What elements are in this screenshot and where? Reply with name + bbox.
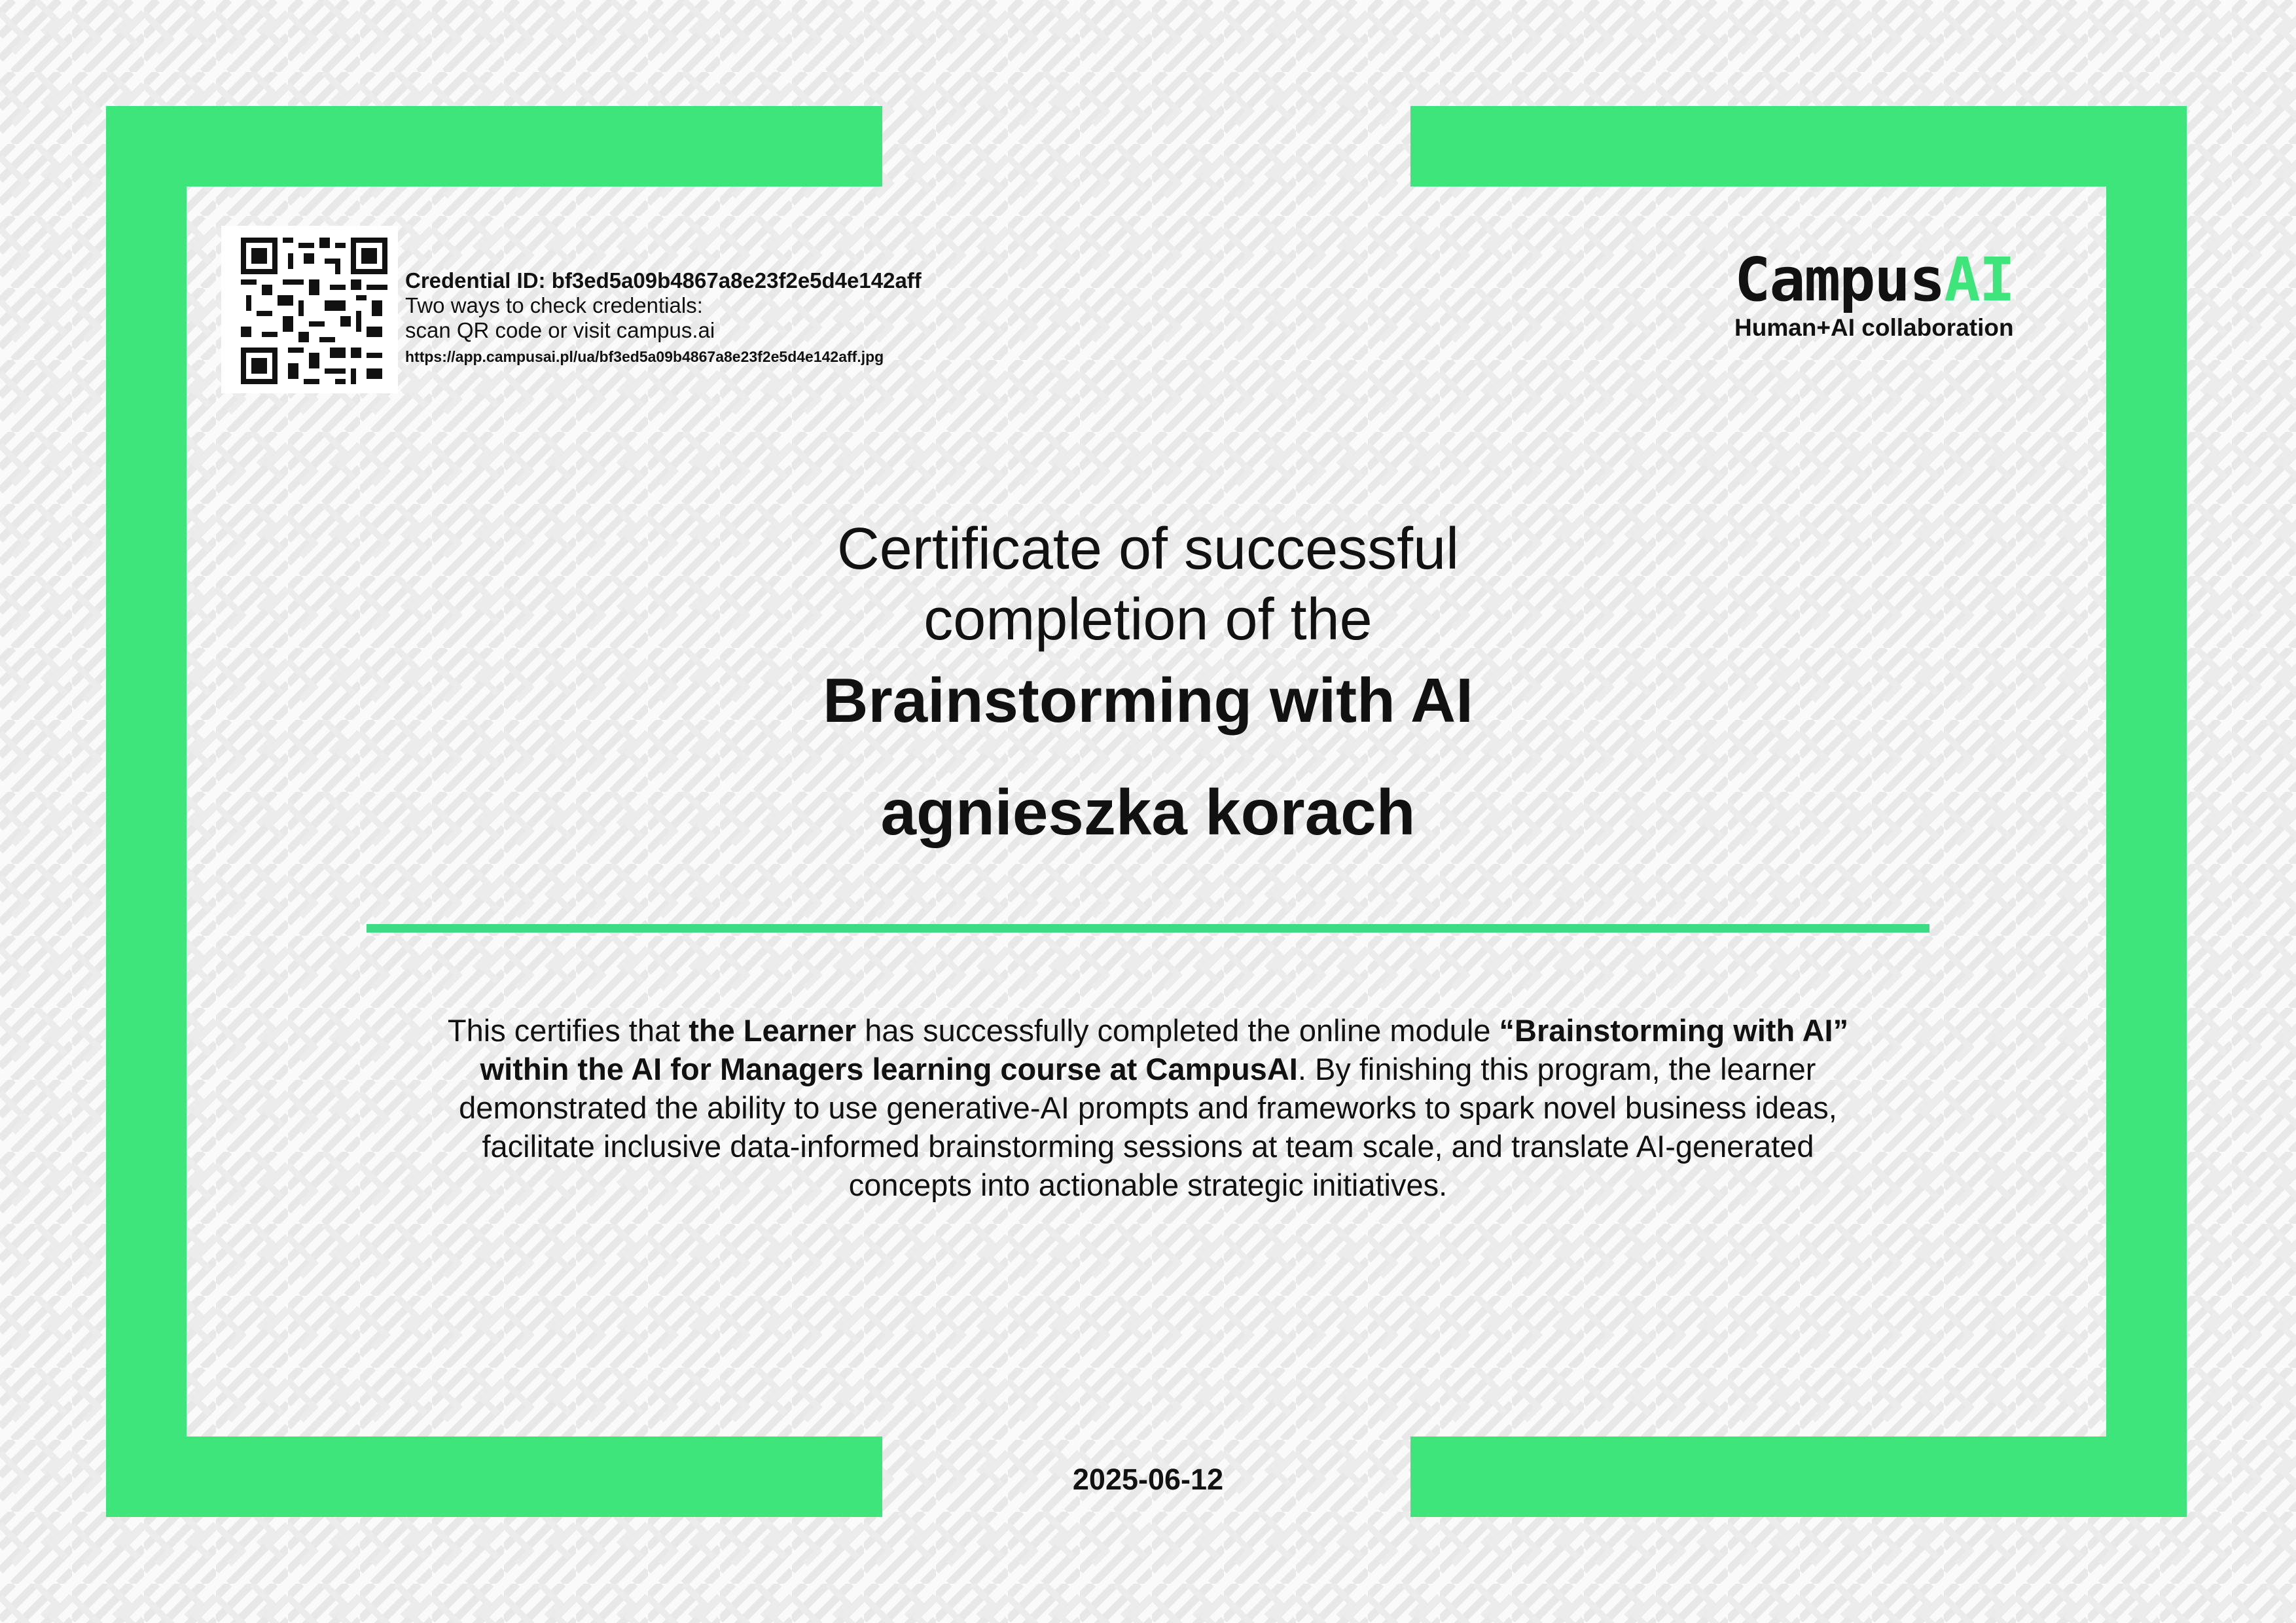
description-text-1: This certifies that: [447, 1013, 689, 1048]
certificate-title: [0, 514, 2296, 740]
logo-word-accent: AI: [1944, 245, 2015, 315]
description-bold-1: the Learner: [689, 1013, 857, 1048]
campusai-logo: [1734, 245, 2036, 342]
credential-id-label: Credential ID:: [405, 268, 546, 293]
description-text-3: . By finishing this program, the learner demonstrated the ability to use generative-AI prompts and frameworks to spark novel business ideas, facilitate inclusive data-informed brainstorming sessions at team scale, and translate AI-generated concepts into actionable strategic initiatives.: [459, 1052, 1837, 1202]
logo-tagline: Human+AI collaboration: [1734, 314, 2014, 341]
credential-id-value: bf3ed5a09b4867a8e23f2e5d4e142aff: [551, 268, 922, 293]
title-line-2: completion of the: [924, 587, 1372, 652]
description-bold-2: “Brainstorming with AI” within the AI for Managers learning course at CampusAI: [480, 1013, 1849, 1086]
frame-top-right: [1410, 106, 2187, 187]
learner-name: agnieszka korach: [880, 776, 1416, 848]
divider-line: [367, 924, 1929, 933]
issue-date: 2025-06-12: [1072, 1463, 1224, 1496]
logo-word-main: Campus: [1734, 245, 1945, 315]
logo-wordmark: [1734, 245, 2036, 315]
credential-id-line: [405, 268, 1060, 293]
qr-code-icon: [241, 238, 387, 384]
check-instructions-1: Two ways to check credentials:: [405, 293, 703, 317]
frame-top-left: [106, 106, 882, 187]
certificate-description: [425, 1011, 1871, 1204]
credential-url[interactable]: https://app.campusai.pl/ua/bf3ed5a09b4867a8e23f2e5d4e142aff.jpg: [405, 348, 884, 365]
check-instructions-2: scan QR code or visit campus.ai: [405, 318, 715, 342]
title-line-1: Certificate of successful: [836, 516, 1460, 582]
credential-info: [405, 268, 1060, 369]
qr-code[interactable]: [221, 226, 398, 393]
description-text-2: has successfully completed the online module: [856, 1013, 1499, 1048]
course-name: Brainstorming with AI: [823, 666, 1473, 736]
